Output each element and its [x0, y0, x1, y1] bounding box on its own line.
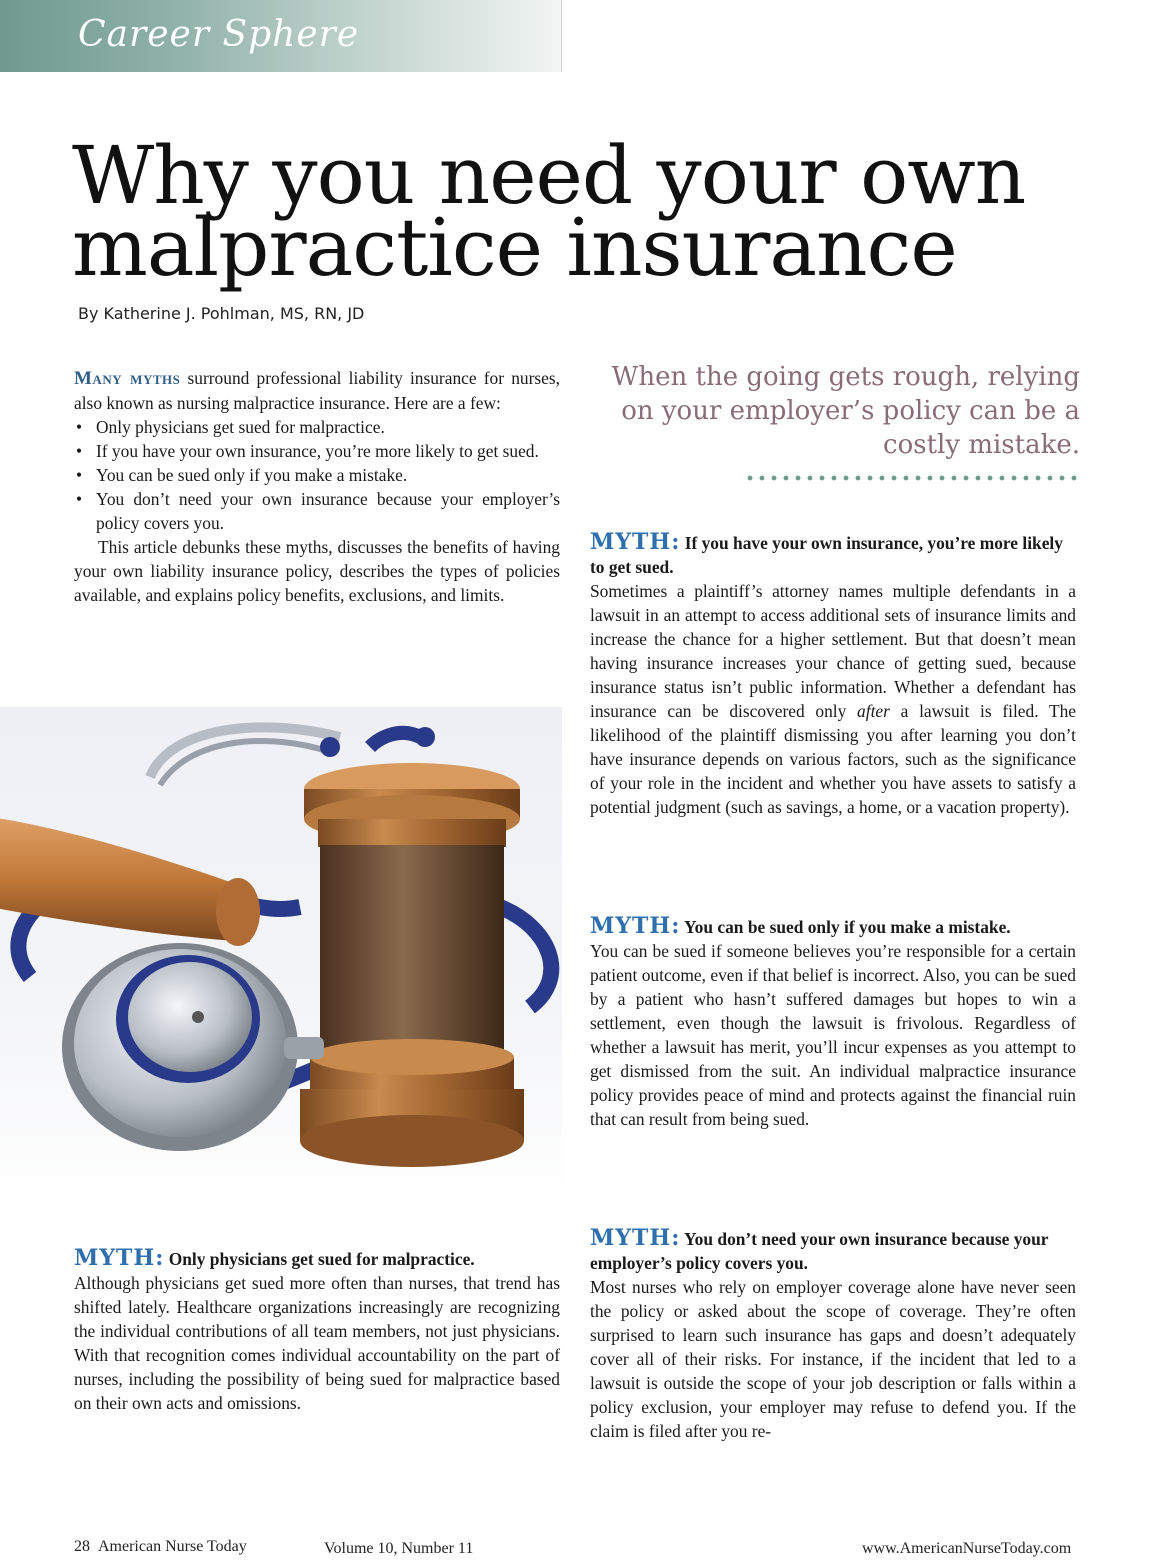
footer-left — [74, 1538, 247, 1556]
myth-heading — [74, 1246, 560, 1271]
body-part: Sometimes a plaintiff’s attorney names multiple defendants in a lawsuit in an attempt to access additional sets of insurance limits and increase the chance for a higher settlement. But that doesn’t mean having insurance increases your chance of getting sued, because insurance status isn’t public information. Whether a defendant has insurance can be discovered only — [590, 581, 1076, 721]
article-title — [72, 129, 1072, 294]
pull-quote: When the going gets rough, relying on your employer’s policy can be a costly mistake. — [611, 362, 1080, 460]
list-item: • If you have your own insurance, you’re more likely to get sued. — [96, 439, 560, 463]
myth-heading — [590, 530, 1076, 579]
body-emphasis: after — [857, 701, 890, 721]
byline: By Katherine J. Pohlman, MS, RN, JD — [78, 304, 365, 323]
myth-body: Although physicians get sued more often than nurses, that trend has shifted lately. Healthcare organizations increasingly are recognizing the individual contributions of all team members, not just physicians. With that recognition comes individual accountability on the part of nurses, including the possibility of being sued for malpractice based on their own acts and omissions. — [74, 1273, 560, 1413]
header-divider — [561, 0, 562, 72]
body-part: a lawsuit is filed. The likelihood of the plaintiff dismissing you after learning you don’t have insurance depends on various factors, such as the significance of your role in the incident and whether you have assets to satisfy a potential judgment (such as savings, a home, or a vacation property). — [590, 701, 1077, 817]
issue-info: Volume 10, Number 11 — [324, 1540, 474, 1557]
lead-rest: surround professional liability insurance for nurses, also known as nursing malpractice insurance. Here are a few: — [74, 368, 560, 413]
website-link[interactable]: www.AmericanNurseToday.com — [862, 1540, 1072, 1557]
page-number: 28 — [74, 1538, 90, 1555]
myth-list — [74, 415, 560, 535]
myth-heading-text: You can be sued only if you make a mistake. — [684, 917, 1011, 937]
dotted-divider — [744, 474, 1080, 482]
myth-body — [590, 579, 1076, 819]
title-line-1: Why you need your own — [72, 129, 1026, 222]
myth-heading — [590, 914, 1076, 939]
list-item: • You can be sued only if you make a mistake. — [96, 463, 560, 487]
myth-tag: MYTH: — [74, 1245, 165, 1271]
magazine-name: American Nurse Today — [98, 1538, 247, 1555]
myth-heading-text: You don’t need your own insurance because your employer’s policy covers you. — [590, 1229, 1049, 1273]
myth-mistake — [590, 914, 1076, 1131]
myth-own-insurance — [590, 530, 1076, 819]
intro-closing: This article debunks these myths, discusses the benefits of having your own liability insurance policy, describes the types of policies available, and explains policy benefits, exclusions, and limits. — [74, 537, 560, 605]
myth-heading — [590, 1226, 1076, 1275]
intro-column — [74, 366, 560, 607]
myth-tag: MYTH: — [590, 529, 681, 555]
myth-heading-text: Only physicians get sued for malpractice. — [168, 1249, 475, 1269]
myth-tag: MYTH: — [590, 1225, 681, 1251]
photo-illustration — [0, 707, 562, 1209]
myth-physicians — [74, 1246, 560, 1415]
gavel-stethoscope-photo — [0, 707, 562, 1209]
section-label: Career Sphere — [78, 14, 360, 55]
list-item: • You don’t need your own insurance because your employer’s policy covers you. — [96, 487, 560, 535]
myth-body: You can be sued if someone believes you’re responsible for a certain patient outcome, even if that belief is incorrect. Also, you can be sued by a patient who hasn’t suffered damages but hopes to win a settlement, even though the lawsuit is frivolous. Regardless of whether a lawsuit has merit, you’ll incur expenses as you attempt to get dismissed from the suit. An individual malpractice insurance policy provides peace of mind and protects against the financial ruin that can result from being sued. — [590, 941, 1076, 1129]
lead-caps: Many myths — [74, 368, 181, 389]
myth-body: Most nurses who rely on employer coverage alone have never seen the policy or asked about the scope of coverage. They’re often surprised to learn such insurance has gaps and doesn’t adequately cover all of their risks. For instance, if the incident that led to a lawsuit is outside the scope of your job description or falls within a policy exclusion, your employer may refuse to defend you. If the claim is filed after you re- — [590, 1277, 1076, 1441]
intro-paragraph — [74, 366, 560, 415]
list-item: • Only physicians get sued for malpractice. — [96, 415, 560, 439]
myth-employer-policy — [590, 1226, 1076, 1443]
myth-tag: MYTH: — [590, 913, 681, 939]
title-line-2: malpractice insurance — [72, 201, 957, 294]
myth-heading-text: If you have your own insurance, you’re more likely to get sued. — [590, 533, 1063, 577]
